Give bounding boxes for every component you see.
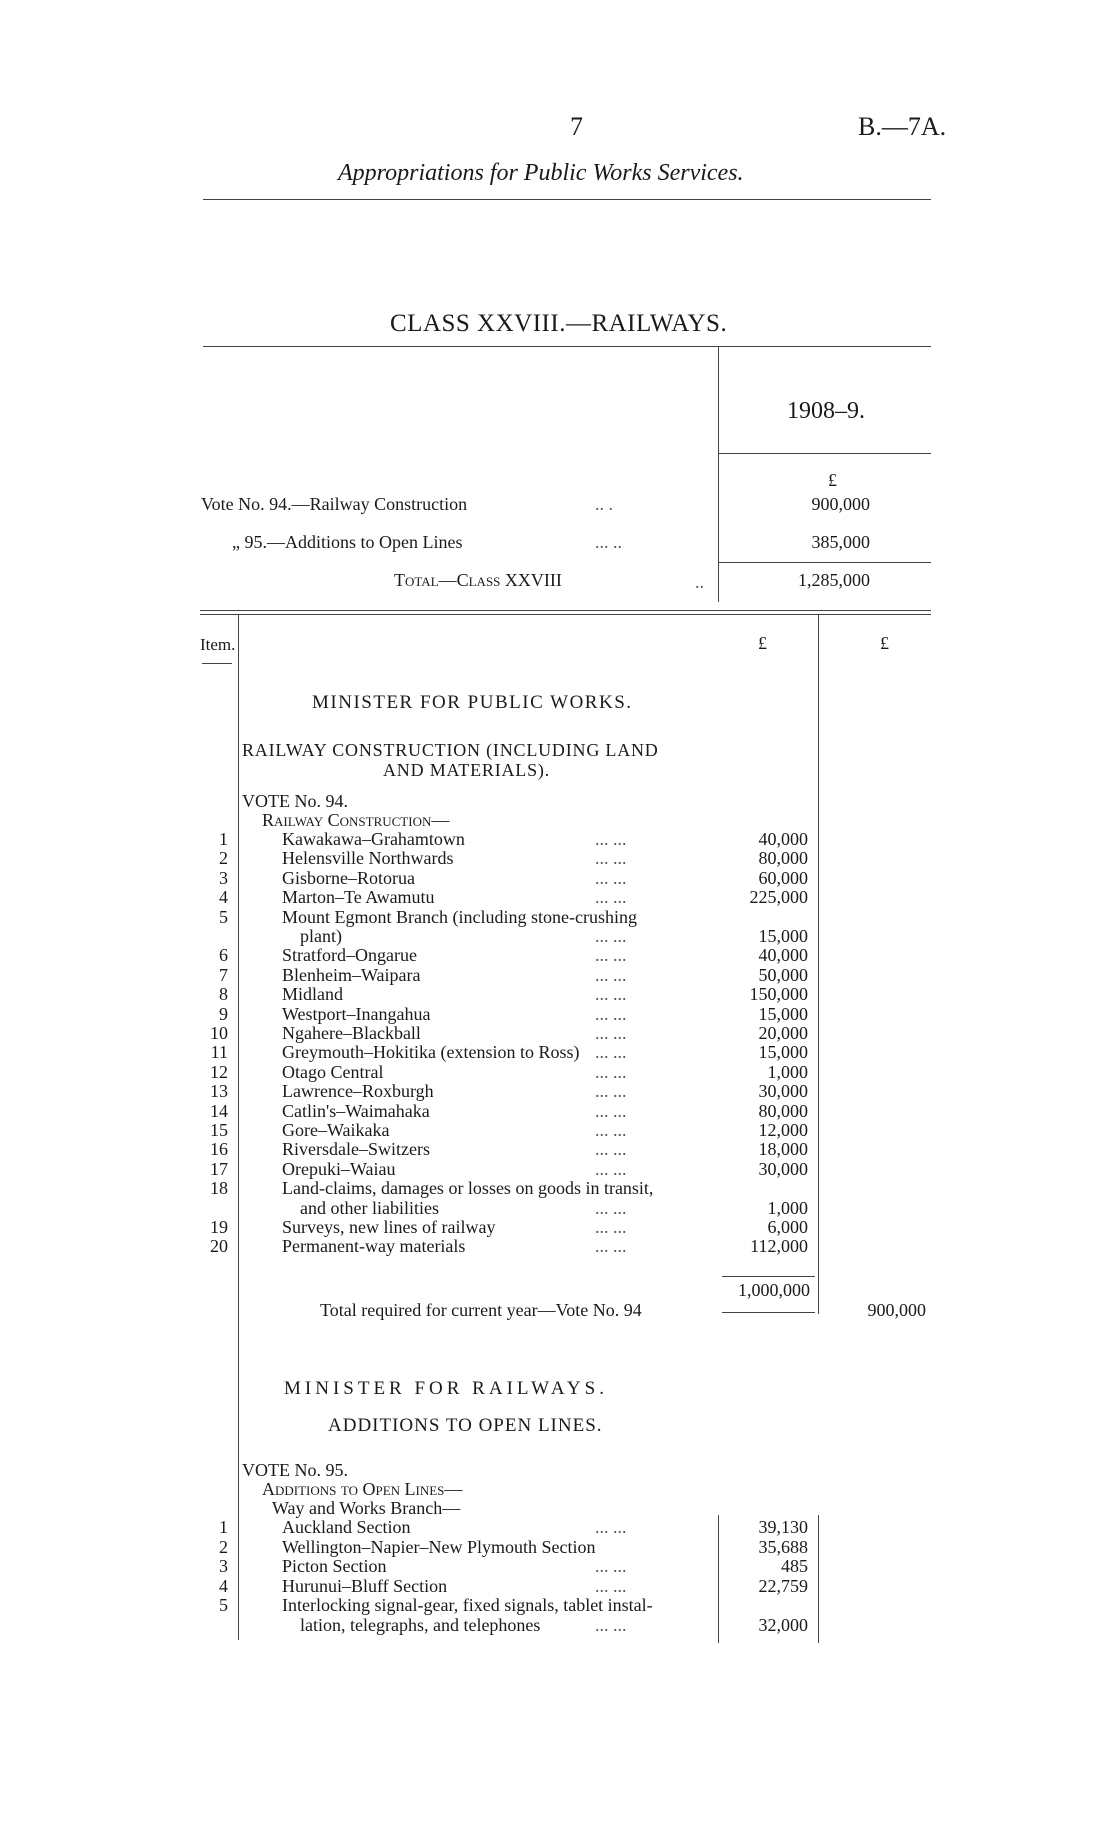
summary-divider	[718, 346, 719, 602]
table-top-rule	[200, 610, 931, 611]
item-amount: 6,000	[767, 1217, 808, 1237]
leader-dots: ... ...	[595, 1236, 627, 1257]
item-number: 4	[219, 1575, 228, 1596]
page-number: 7	[570, 112, 583, 141]
item-description-continued: lation, telegraphs, and telephones	[300, 1615, 541, 1635]
item-number: 10	[210, 1023, 228, 1043]
summary-row-94: Vote No. 94.—Railway Construction	[201, 494, 468, 514]
item-description: Kawakawa–Grahamtown	[282, 829, 465, 849]
item-column-divider	[238, 614, 239, 1640]
item-number: 2	[219, 1536, 228, 1557]
leader-dots: ... ...	[595, 829, 627, 849]
item-column-header: Item.	[200, 635, 236, 654]
leader-dots: ... ...	[595, 1615, 627, 1635]
item-number: 15	[210, 1120, 228, 1140]
item-number: 4	[219, 887, 228, 908]
summary-year: 1908–9.	[787, 398, 865, 424]
item-amount: 60,000	[758, 867, 808, 888]
item-description: Riversdale–Switzers	[282, 1139, 430, 1160]
item-description: Helensville Northwards	[282, 848, 454, 869]
item-amount: 485	[781, 1556, 808, 1577]
item-amount: 39,130	[758, 1517, 808, 1537]
item-number: 7	[219, 964, 228, 985]
item-number: 1	[219, 829, 228, 849]
subtotal-underline	[722, 1312, 815, 1313]
item-amount: 20,000	[758, 1023, 808, 1043]
leader-dots: ... ...	[595, 1197, 627, 1218]
header-rule	[203, 199, 931, 200]
item-number: 12	[210, 1061, 228, 1082]
leader-dots: ... ...	[595, 964, 627, 985]
item-description: Marton–Te Awamutu	[282, 887, 435, 908]
leader-dots: ... ...	[595, 1217, 627, 1237]
item-amount: 30,000	[758, 1158, 808, 1179]
item-description: Surveys, new lines of railway	[282, 1217, 496, 1237]
item-description: Ngahere–Blackball	[282, 1023, 421, 1043]
item-amount: 150,000	[749, 984, 808, 1005]
item-amount: 15,000	[758, 1003, 808, 1024]
item-number: 2	[219, 848, 228, 869]
table-top-rule-2	[200, 614, 931, 615]
item-number: 20	[210, 1236, 228, 1257]
leader-dots: ... ...	[595, 1575, 627, 1596]
additions-heading: ADDITIONS TO OPEN LINES.	[328, 1415, 603, 1436]
vote-94-label: VOTE No. 94.	[242, 791, 348, 811]
amount-column-divider	[818, 614, 819, 1314]
section1-heading-line2: AND MATERIALS).	[383, 760, 550, 780]
item-description: Catlin's–Waimahaka	[282, 1100, 430, 1121]
class-title: CLASS XXVIII.—RAILWAYS.	[390, 310, 728, 337]
leader-dots: ... ...	[595, 1042, 627, 1063]
year-rule	[718, 453, 931, 454]
summary-total-amount: 1,285,000	[798, 570, 870, 590]
summary-currency: £	[828, 470, 837, 490]
item-number: 11	[210, 1042, 228, 1063]
leader-dots: ... ...	[595, 867, 627, 888]
item-number: 6	[219, 945, 228, 966]
subtotal-rule	[722, 1276, 815, 1277]
leader-dots: ... ...	[595, 1556, 627, 1577]
item-amount: 15,000	[758, 1042, 808, 1063]
section1-heading-line1: RAILWAY CONSTRUCTION (INCLUDING LAND	[242, 740, 659, 760]
leader-dots: ... ...	[595, 1120, 627, 1140]
item-amount: 112,000	[750, 1236, 808, 1257]
item-description: Picton Section	[282, 1556, 387, 1577]
item-description: Midland	[282, 984, 343, 1005]
leader-dots: ... ...	[595, 1517, 627, 1537]
leader-dots: ... ...	[595, 1081, 627, 1102]
summary-amount-95: 385,000	[811, 532, 870, 552]
item-amount: 12,000	[758, 1120, 808, 1140]
item-number: 3	[219, 867, 228, 888]
item-number: 13	[210, 1081, 228, 1102]
leader-dots: ... ...	[595, 1139, 627, 1160]
item-amount: 15,000	[758, 926, 808, 946]
leader-dots: ... ...	[595, 1003, 627, 1024]
summary-row-95: „ 95.—Additions to Open Lines	[232, 532, 463, 552]
document-reference: B.—7A.	[858, 112, 947, 141]
item-description: Blenheim–Waipara	[282, 964, 421, 985]
vote-94-total-amount: 900,000	[867, 1300, 926, 1320]
item-amount: 50,000	[758, 964, 808, 985]
leader-dots: ... ...	[595, 945, 627, 966]
item-description-continued: plant)	[300, 926, 342, 946]
item-description: Orepuki–Waiau	[282, 1158, 396, 1179]
item-amount: 40,000	[758, 829, 808, 849]
item-amount: 18,000	[758, 1139, 808, 1160]
item-number: 9	[219, 1003, 228, 1024]
vote-95-label: VOTE No. 95.	[242, 1460, 348, 1480]
item-amount: 1,000	[767, 1197, 808, 1218]
leader-dots: ... ...	[595, 1158, 627, 1179]
item-amount: 40,000	[758, 945, 808, 966]
vote-94-total-label: Total required for current year—Vote No. 94	[320, 1300, 642, 1320]
leader-dots: ... ..	[595, 532, 622, 552]
item-number: 5	[219, 1595, 228, 1616]
item-amount: 22,759	[758, 1575, 808, 1596]
item-description: Greymouth–Hokitika (extension to Ross)	[282, 1042, 580, 1063]
item-number: 8	[219, 984, 228, 1005]
class-rule	[203, 346, 931, 347]
item-amount: 80,000	[758, 848, 808, 869]
item-number: 1	[219, 1517, 228, 1537]
item-description: Lawrence–Roxburgh	[282, 1081, 434, 1102]
item-number: 19	[210, 1217, 228, 1237]
leader-dots: ... ...	[595, 926, 627, 946]
item-description: Permanent-way materials	[282, 1236, 466, 1257]
leader-dots: ... ...	[595, 1061, 627, 1082]
item-description: Westport–Inangahua	[282, 1003, 431, 1024]
minister-railways: MINISTER FOR RAILWAYS.	[284, 1378, 608, 1399]
item-number: 3	[219, 1556, 228, 1577]
minister-public-works: MINISTER FOR PUBLIC WORKS.	[312, 692, 633, 713]
amount-column-header: £	[758, 633, 767, 653]
item-amount: 35,688	[758, 1536, 808, 1557]
railway-construction-subhead: Railway Construction—	[262, 810, 450, 830]
item-description: Auckland Section	[282, 1517, 411, 1537]
item-description: Gore–Waikaka	[282, 1120, 390, 1140]
item-amount: 225,000	[749, 887, 808, 908]
item-description: Otago Central	[282, 1061, 384, 1082]
leader-dots: ..	[695, 572, 704, 592]
item-number: 17	[210, 1158, 228, 1179]
item-description: Land-claims, damages or losses on goods in transit,	[282, 1178, 654, 1199]
item-description-continued: and other liabilities	[300, 1197, 439, 1218]
railway-construction-subtotal: 1,000,000	[738, 1280, 810, 1300]
leader-dots: .. .	[595, 494, 613, 514]
leader-dots: ... ...	[595, 984, 627, 1005]
section2-total-divider	[818, 1515, 819, 1643]
item-description: Interlocking signal-gear, fixed signals, tablet instal-	[282, 1595, 653, 1616]
item-description: Wellington–Napier–New Plymouth Section	[282, 1536, 596, 1557]
summary-sum-rule	[718, 562, 931, 563]
additions-subhead: Additions to Open Lines—	[262, 1479, 463, 1499]
item-header-rule	[202, 663, 232, 664]
summary-total-label: Total—Class XXVIII	[394, 570, 562, 590]
summary-amount-94: 900,000	[811, 494, 870, 514]
leader-dots: ... ...	[595, 848, 627, 869]
item-amount: 80,000	[758, 1100, 808, 1121]
item-number: 5	[219, 906, 228, 927]
item-number: 18	[210, 1178, 228, 1199]
item-description: Hurunui–Bluff Section	[282, 1575, 448, 1596]
page-subtitle: Appropriations for Public Works Services.	[338, 160, 744, 186]
item-amount: 1,000	[767, 1061, 808, 1082]
item-number: 16	[210, 1139, 228, 1160]
item-number: 14	[210, 1100, 228, 1121]
item-description: Mount Egmont Branch (including stone-crushing	[282, 906, 637, 927]
item-amount: 32,000	[758, 1615, 808, 1635]
leader-dots: ... ...	[595, 887, 627, 908]
leader-dots: ... ...	[595, 1100, 627, 1121]
way-works-branch: Way and Works Branch—	[272, 1498, 461, 1518]
item-amount: 30,000	[758, 1081, 808, 1102]
item-description: Gisborne–Rotorua	[282, 867, 415, 888]
item-description: Stratford–Ongarue	[282, 945, 417, 966]
total-column-header: £	[880, 633, 889, 653]
leader-dots: ... ...	[595, 1023, 627, 1043]
